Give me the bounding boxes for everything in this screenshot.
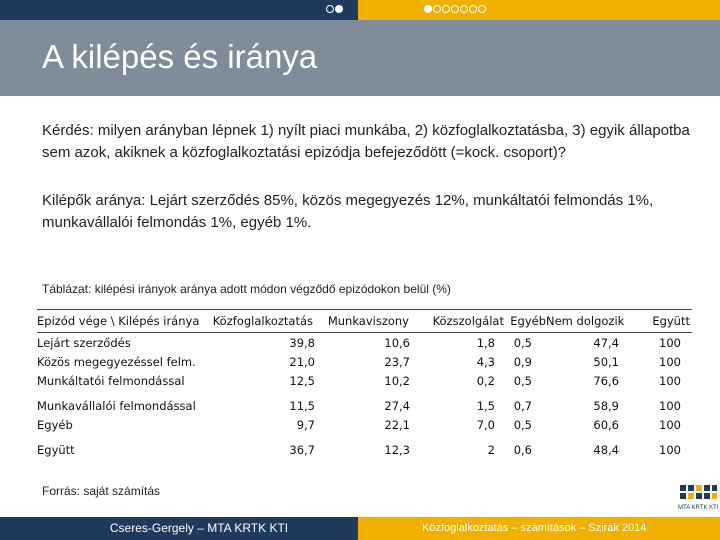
table-cell: 47,4 <box>593 335 619 350</box>
table-cell: 23,7 <box>384 354 410 369</box>
table-cell: 11,5 <box>289 398 315 413</box>
header-cell: Közfoglalkoztatás <box>212 314 313 328</box>
table-cell: 100 <box>659 417 681 432</box>
table-cell: 100 <box>659 354 681 369</box>
table-cell: 0,5 <box>513 373 532 388</box>
table-cell: 48,4 <box>593 442 619 457</box>
table-cell: 0,5 <box>513 417 532 432</box>
table-cell: 100 <box>659 398 681 413</box>
question-text: Kérdés: milyen arányban lépnek 1) nyílt piaci munkába, 2) közfoglalkoztatásba, 3) egyik állapotba sem azok, akiknek a közfoglalkoztatási epizódja befejeződött (=kock. csoport)? <box>42 122 690 161</box>
header-cell: Nem dolgozik <box>546 314 625 328</box>
nav-dot[interactable] <box>478 5 486 13</box>
slide-title: A kilépés és iránya <box>42 38 318 75</box>
nav-section-right <box>358 0 720 20</box>
table-caption: Táblázat: kilépési irányok aránya adott módon végződő epizódokon belül (%) <box>42 282 451 296</box>
table-cell: 100 <box>659 373 681 388</box>
nav-dot[interactable] <box>469 5 477 13</box>
row-label: Közös megegyezéssel felm. <box>37 354 196 369</box>
table-row <box>37 352 692 371</box>
table-cell: 100 <box>659 335 681 350</box>
table-cell: 0,2 <box>476 373 495 388</box>
table-row <box>37 371 692 390</box>
table-cell: 12,3 <box>384 442 410 457</box>
nav-section-left <box>0 0 358 20</box>
table-cell: 10,2 <box>384 373 410 388</box>
exit-share-text: Kilépők aránya: Lejárt szerződés 85%, közös megegyezés 12%, munkáltatói felmondás 1%, munkavállalói felmondás 1%, egyéb 1%. <box>42 192 654 231</box>
table-cell: 9,7 <box>296 417 315 432</box>
table-cell: 1,8 <box>476 335 495 350</box>
table-row <box>37 333 692 352</box>
table-cell: 100 <box>659 442 681 457</box>
row-label: Egyéb <box>37 417 73 432</box>
row-label: Munkáltatói felmondással <box>37 373 185 388</box>
table-cell: 36,7 <box>289 442 315 457</box>
nav-dot-active[interactable] <box>424 5 432 13</box>
table-cell: 39,8 <box>289 335 315 350</box>
nav-dot[interactable] <box>460 5 468 13</box>
table-cell: 7,0 <box>476 417 495 432</box>
table-cell: 0,6 <box>513 442 532 457</box>
table-cell: 21,0 <box>289 354 315 369</box>
table-cell: 76,6 <box>593 373 619 388</box>
table-cell: 0,7 <box>513 398 532 413</box>
logo-caption: MTA KRTK KTI <box>678 505 719 511</box>
table-cell: 12,5 <box>289 373 315 388</box>
footer-bar <box>0 517 720 540</box>
table-row <box>37 415 692 434</box>
table-header-row <box>37 310 692 332</box>
nav-dot[interactable] <box>442 5 450 13</box>
exit-direction-table <box>37 309 692 459</box>
table-cell: 27,4 <box>384 398 410 413</box>
header-cell: Epizód vége \ Kilépés iránya <box>37 314 200 328</box>
header-cell: Munkaviszony <box>327 314 409 328</box>
nav-dots-left <box>326 5 343 13</box>
table-cell: 60,6 <box>593 417 619 432</box>
header-cell: Együtt <box>652 314 690 328</box>
source-note: Forrás: saját számítás <box>42 484 161 498</box>
table-cell: 1,5 <box>476 398 495 413</box>
header-cell: Egyéb <box>510 314 546 328</box>
nav-dot[interactable] <box>326 5 334 13</box>
table-total-row <box>37 440 692 459</box>
institute-logo-icon <box>678 482 718 518</box>
row-label: Lejárt szerződés <box>37 335 131 350</box>
row-label: Munkavállalói felmondással <box>37 398 196 413</box>
table-cell: 0,5 <box>513 335 532 350</box>
top-navigation-bar <box>0 0 720 20</box>
table-cell: 0,9 <box>513 354 532 369</box>
title-band <box>0 20 720 96</box>
nav-dot[interactable] <box>451 5 459 13</box>
table-cell: 58,9 <box>593 398 619 413</box>
nav-dot-active[interactable] <box>335 5 343 13</box>
table-cell: 2 <box>487 442 495 457</box>
nav-dots-right <box>424 5 486 13</box>
footer-author: Cseres-Gergely – MTA KRTK KTI <box>0 517 358 540</box>
table-cell: 50,1 <box>593 354 619 369</box>
nav-dot[interactable] <box>433 5 441 13</box>
footer-event: Közfoglalkoztatás – számítások – Szirák 2014 <box>358 517 720 540</box>
row-label: Együtt <box>37 442 75 457</box>
header-cell: Közszolgálat <box>432 314 504 328</box>
table-row <box>37 396 692 415</box>
table-cell: 10,6 <box>384 335 410 350</box>
table-cell: 22,1 <box>384 417 410 432</box>
table-cell: 4,3 <box>476 354 495 369</box>
